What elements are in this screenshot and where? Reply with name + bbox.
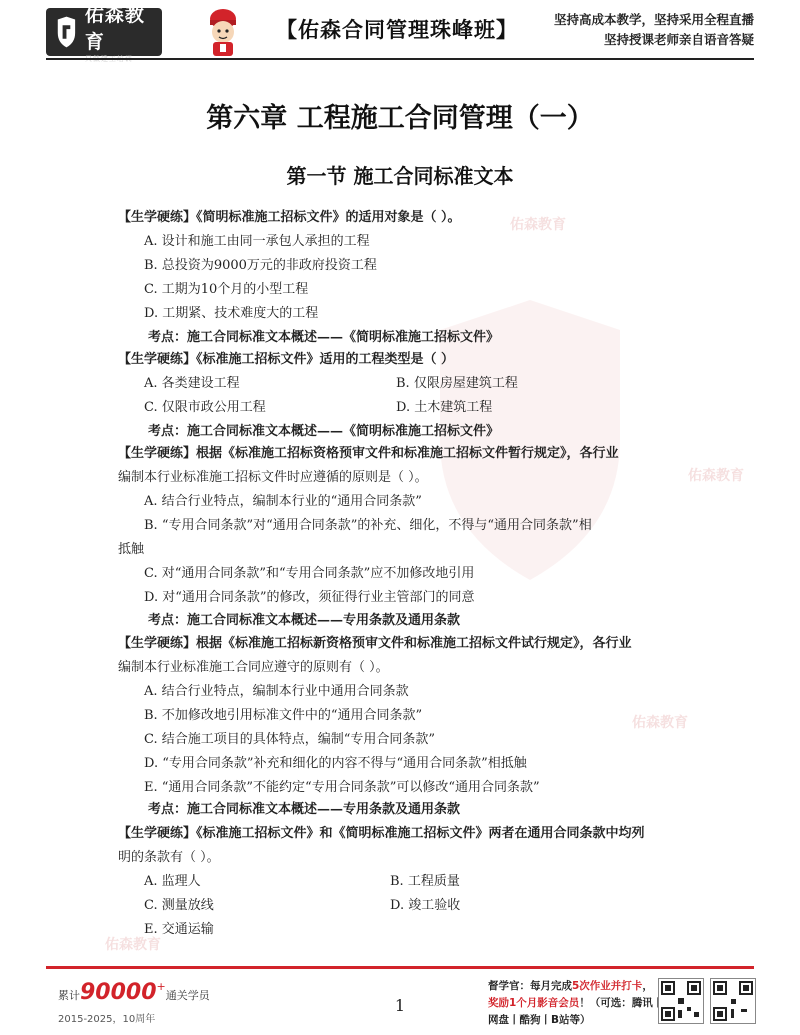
slogan-line-1: 坚持高成本教学，坚持采用全程直播	[553, 12, 754, 27]
question-1-option-c: C. 工期为10个月的小型工程	[144, 282, 309, 297]
question-2-option-c: C. 仅限市政公用工程	[144, 400, 266, 415]
watermark-1: 佑森教育	[510, 217, 566, 233]
question-1-text: 【生学硬练】《简明标准施工招标文件》的适用对象是（ ）。	[118, 210, 461, 225]
question-3-option-a: A. 结合行业特点，编制本行业的“通用合同条款”	[144, 494, 422, 509]
question-4-option-d: D. “专用合同条款”补充和细化的内容不得与“通用合同条款”相抵触	[144, 756, 527, 771]
question-4-text-line-2: 编制本行业标准施工合同应遵守的原则有（ ）。	[118, 660, 389, 675]
promo-line-2a: 奖励1个月影音会员	[488, 997, 580, 1009]
brand-logo	[46, 4, 162, 56]
question-5-option-d: D. 竣工验收	[390, 898, 461, 913]
logo-mark-icon	[52, 15, 81, 49]
qr-code-icon-2[interactable]	[710, 978, 756, 1024]
mascot-icon	[200, 6, 246, 58]
question-5-option-a: A. 监理人	[144, 874, 201, 889]
footer-divider	[46, 966, 754, 969]
section-title: 第一节 施工合同标准文本	[286, 164, 514, 188]
question-2-option-b: B. 仅限房屋建筑工程	[396, 376, 518, 391]
question-5-text-line-2: 明的条款有（ ）。	[118, 850, 220, 865]
question-4-kaodian: 考点：施工合同标准文本概述——专用条款及通用条款	[148, 802, 461, 817]
question-5-option-e: E. 交通运输	[144, 922, 214, 937]
question-1-kaodian: 考点：施工合同标准文本概述——《简明标准施工招标文件》	[148, 330, 500, 345]
promo-line-1a: 督学官：每月完成	[488, 980, 572, 992]
question-2-text: 【生学硬练】《标准施工招标文件》适用的工程类型是（ ）	[118, 352, 455, 367]
count-suffix: 通关学员	[165, 989, 210, 1002]
question-5-option-c: C. 测量放线	[144, 898, 214, 913]
question-3-text-line-2: 编制本行业标准施工招标文件时应遵循的原则是（ ）。	[118, 470, 428, 485]
question-3-option-b-cont: 抵触	[118, 542, 145, 557]
page-number: 1	[394, 996, 406, 1015]
course-title: 【佑森合同管理珠峰班】	[276, 18, 518, 42]
question-2-option-d: D. 土木建筑工程	[396, 400, 493, 415]
promo-line-2b: ！（可选：腾讯丨	[579, 997, 664, 1009]
question-2-option-a: A. 各类建设工程	[144, 376, 240, 391]
question-5-text-line-1: 【生学硬练】《标准施工招标文件》和《简明标准施工招标文件》两者在通用合同条款中均列	[118, 826, 645, 841]
question-4-option-a: A. 结合行业特点，编制本行业中通用合同条款	[144, 684, 409, 699]
anniversary-text: 2015-2025，10周年	[58, 1014, 156, 1025]
count-plus: +	[156, 980, 166, 993]
slogan-line-2: 坚持授课老师亲自语音答疑	[603, 32, 754, 47]
watermark-3: 佑森教育	[632, 715, 688, 731]
header-divider	[46, 58, 754, 60]
watermark-4: 佑森教育	[105, 937, 161, 953]
question-4-option-c: C. 结合施工项目的具体特点，编制“专用合同条款”	[144, 732, 436, 747]
count-prefix: 累计	[58, 989, 80, 1002]
header-slogans	[554, 10, 754, 50]
question-4-text-line-1: 【生学硬练】根据《标准施工招标新资格预审文件和标准施工招标文件试行规定》，各行业	[118, 636, 632, 651]
count-number: 90000	[80, 980, 157, 1005]
promo-line-3: 网盘丨酷狗丨B站等）	[488, 1014, 591, 1026]
logo-name: 佑森教育	[84, 4, 145, 53]
promo-line-1b: 5次作业并打卡	[572, 980, 643, 992]
question-3-option-b: B. “专用合同条款”对“通用合同条款”的补充、细化，不得与“通用合同条款”相	[144, 518, 592, 533]
chapter-title: 第六章 工程施工合同管理（一）	[206, 103, 594, 134]
question-5-option-b: B. 工程质量	[390, 874, 460, 889]
question-3-text-line-1: 【生学硬练】根据《标准施工招标资格预审文件和标准施工招标文件暂行规定》，各行业	[118, 446, 619, 461]
promo-line-1c: ，	[642, 980, 653, 992]
question-3-kaodian: 考点：施工合同标准文本概述——专用条款及通用条款	[148, 613, 461, 628]
page-header	[0, 0, 800, 62]
question-1-option-b: B. 总投资为9000万元的非政府投资工程	[144, 258, 377, 273]
qr-code-icon[interactable]	[658, 978, 704, 1024]
watermark-2: 佑森教育	[688, 468, 744, 484]
question-4-option-e: E. “通用合同条款”不能约定“专用合同条款”可以修改“通用合同条款”	[144, 780, 540, 795]
question-4-option-b: B. 不加修改地引用标准文件中的“通用合同条款”	[144, 708, 423, 723]
question-2-kaodian: 考点：施工合同标准文本概述——《简明标准施工招标文件》	[148, 424, 500, 439]
question-3-option-d: D. 对“通用合同条款”的修改，须征得行业主管部门的同意	[144, 590, 475, 605]
question-1-option-d: D. 工期紧、技术难度大的工程	[144, 306, 319, 321]
promo-text	[488, 978, 663, 1029]
question-3-option-c: C. 对“通用合同条款”和“专用合同条款”应不加修改地引用	[144, 566, 475, 581]
question-1-option-a: A. 设计和施工由同一承包人承担的工程	[144, 234, 370, 249]
